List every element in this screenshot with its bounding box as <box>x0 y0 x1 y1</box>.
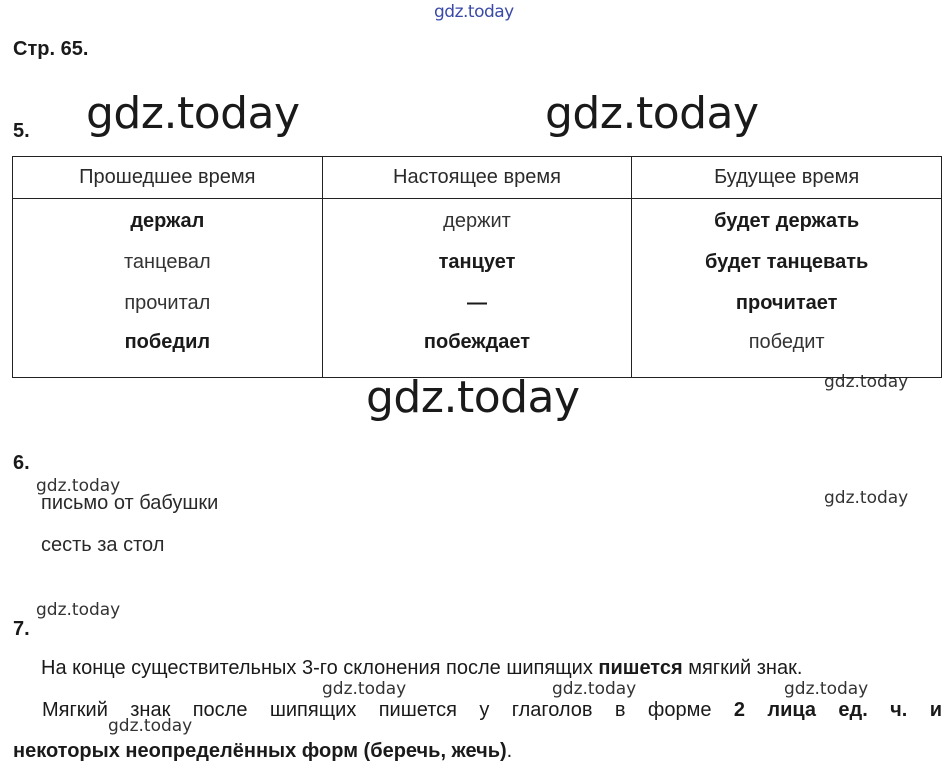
column-header-past: Прошедшее время <box>13 157 323 199</box>
table-cell: танцевал <box>13 242 323 283</box>
table-cell: будет танцевать <box>632 242 942 283</box>
watermark-small: gdz.today <box>322 679 407 699</box>
rule-text: На конце существительных 3-го склонения после шипящих <box>41 657 593 679</box>
rule-text-bold: 2 лица ед. ч. и <box>733 699 942 721</box>
watermark-small: gdz.today <box>108 716 193 736</box>
table-row <box>13 324 942 378</box>
table-header-row <box>13 157 942 199</box>
watermark-large: gdz.today <box>545 88 759 139</box>
watermark-small: gdz.today <box>36 600 121 620</box>
watermark-large: gdz.today <box>366 372 580 423</box>
table-cell: будет держать <box>632 199 942 243</box>
rule-text-bold: пишется <box>598 657 683 679</box>
watermark-small: gdz.today <box>552 679 637 699</box>
rule-text-bold: некоторых неопределённых форм (беречь, жечь) <box>13 740 507 762</box>
page-label: Стр. 65. <box>13 38 89 60</box>
table-cell: держит <box>322 199 632 243</box>
watermark-small: gdz.today <box>36 476 121 496</box>
watermark-top: gdz.today <box>434 2 514 22</box>
column-header-present: Настоящее время <box>322 157 632 199</box>
table-cell: прочитает <box>632 283 942 324</box>
table-cell: победил <box>13 324 323 378</box>
table-cell: победит <box>632 324 942 378</box>
task-number: 6. <box>13 452 30 474</box>
answer-phrase: сесть за стол <box>41 534 165 556</box>
table-row <box>13 242 942 283</box>
answer-phrase: письмо от бабушки <box>41 492 219 514</box>
table-cell: держал <box>13 199 323 243</box>
watermark-small: gdz.today <box>784 679 869 699</box>
tense-table <box>12 156 942 378</box>
table-cell: побеждает <box>322 324 632 378</box>
watermark-small: gdz.today <box>824 372 909 392</box>
rule-text: Мягкий знак после шипящих пишется у глаголов в форме <box>42 699 712 721</box>
watermark-small: gdz.today <box>824 488 909 508</box>
task-number: 7. <box>13 618 30 640</box>
table-row <box>13 283 942 324</box>
table-row <box>13 199 942 243</box>
rule-paragraph <box>41 658 942 678</box>
rule-text: . <box>506 740 513 762</box>
table-cell: прочитал <box>13 283 323 324</box>
column-header-future: Будущее время <box>632 157 942 199</box>
rule-paragraph <box>13 741 512 761</box>
watermark-large: gdz.today <box>86 88 300 139</box>
table-cell: танцует <box>322 242 632 283</box>
rule-text: мягкий знак. <box>688 657 803 679</box>
table-cell: — <box>322 283 632 324</box>
task-number: 5. <box>13 120 30 142</box>
rule-paragraph <box>42 700 942 720</box>
